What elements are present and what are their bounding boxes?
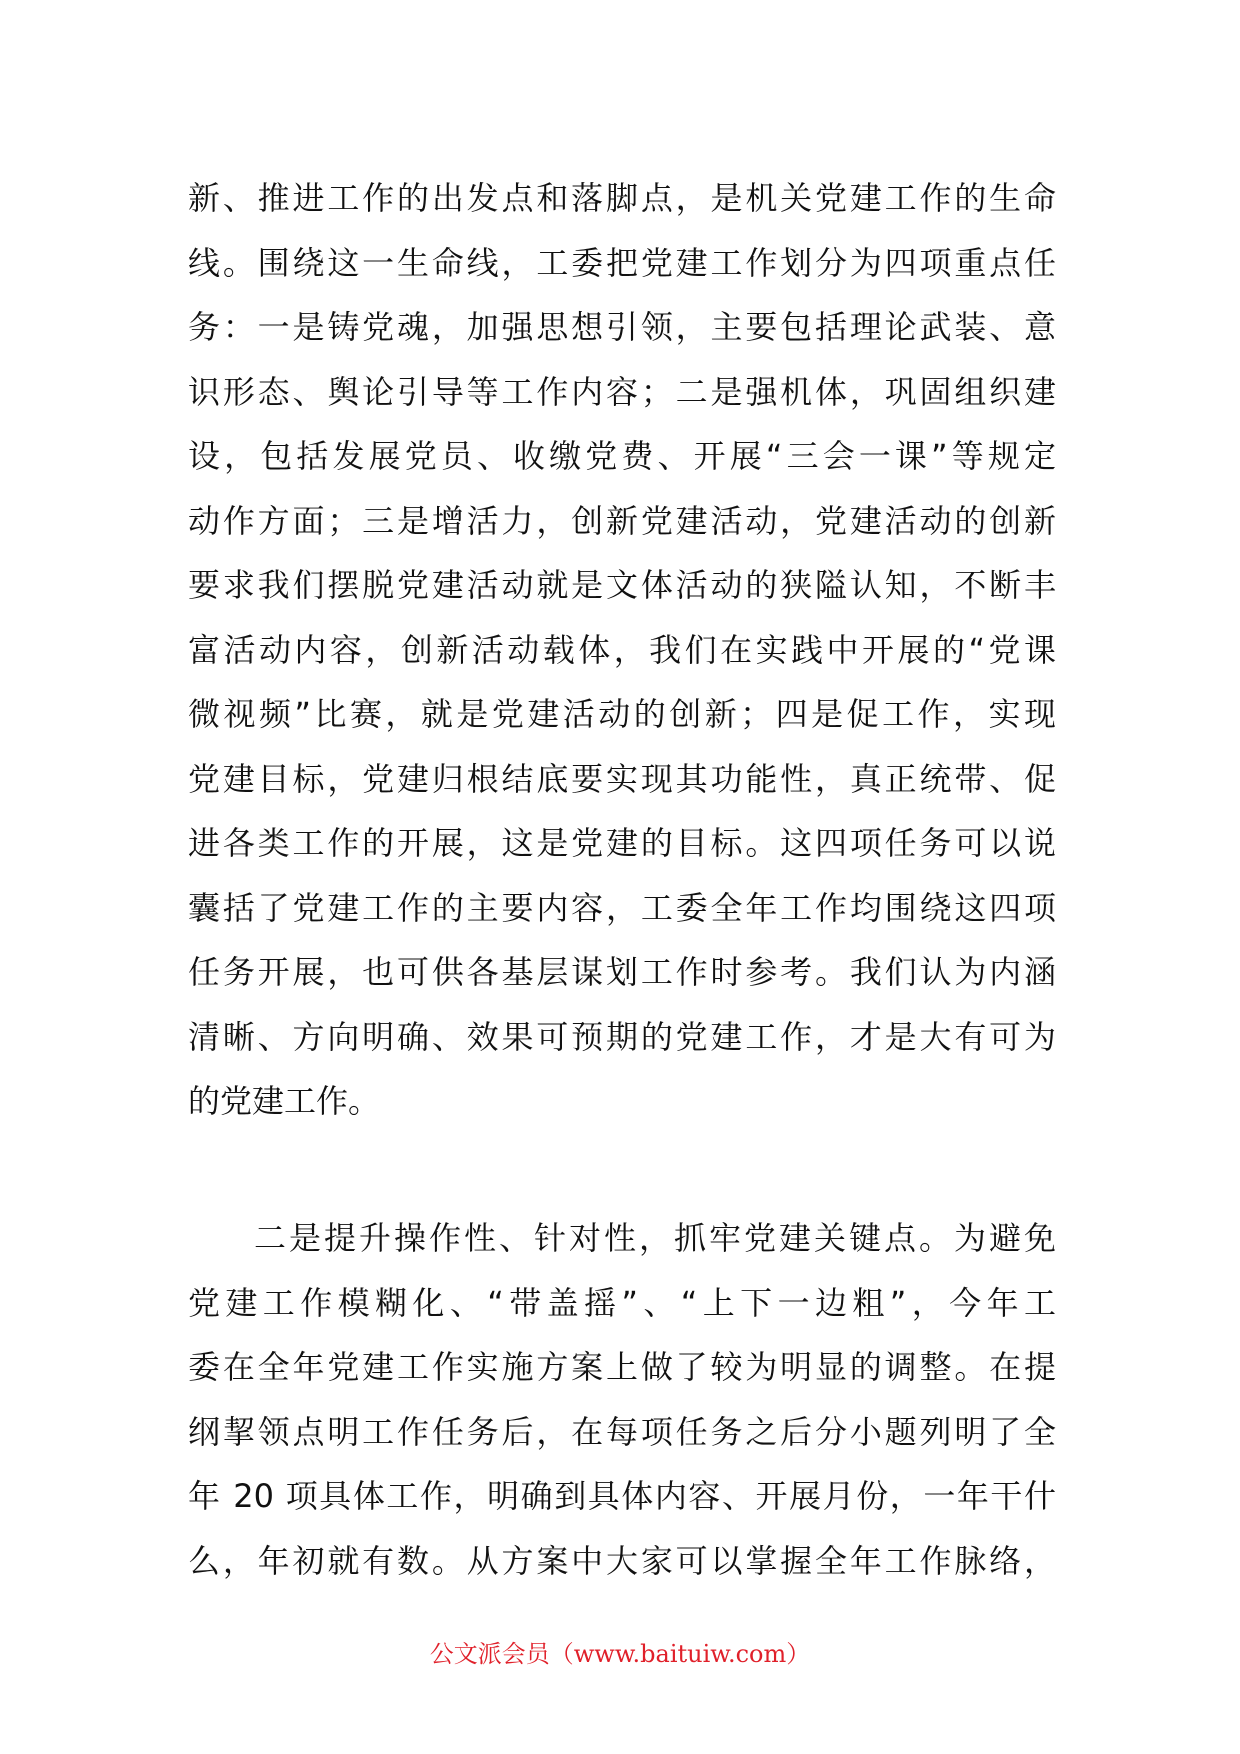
text-line: 富活动内容，创新活动载体，我们在实践中开展的“党课	[188, 630, 1056, 669]
text-line: 进各类工作的开展，这是党建的目标。这四项任务可以说	[188, 824, 1056, 862]
text-line: 新、推进工作的出发点和落脚点，是机关党建工作的生命	[188, 179, 1056, 217]
text-line: 党建目标，党建归根结底要实现其功能性，真正统带、促	[188, 759, 1056, 798]
text-line: 纲挈领点明工作任务后，在每项任务之后分小题列明了全	[188, 1412, 1056, 1451]
paragraph-1	[188, 166, 1056, 1134]
text-line: 要求我们摆脱党建活动就是文体活动的狭隘认知，不断丰	[188, 566, 1056, 604]
text-line: 任务开展，也可供各基层谋划工作时参考。我们认为内涵	[188, 953, 1056, 991]
footer-watermark: 公文派会员（www.baituiw.com）	[429, 1640, 811, 1668]
text-line: 设，包括发展党员、收缴党费、开展“三会一课”等规定	[188, 437, 1056, 475]
text-line: 党建工作模糊化、“带盖摇”、“上下一边粗”，今年工	[188, 1283, 1056, 1322]
text-line: 委在全年党建工作实施方案上做了较为明显的调整。在提	[188, 1348, 1056, 1386]
text-line: 清晰、方向明确、效果可预期的党建工作，才是大有可为	[188, 1017, 1056, 1056]
text-line: 么，年初就有数。从方案中大家可以掌握全年工作脉络，	[188, 1541, 1056, 1580]
text-line: 线。围绕这一生命线，工委把党建工作划分为四项重点任	[188, 243, 1056, 282]
paragraph-2	[188, 1206, 1056, 1593]
text-line: 务：一是铸党魂，加强思想引领，主要包括理论武装、意	[188, 308, 1056, 346]
text-line: 识形态、舆论引导等工作内容；二是强机体，巩固组织建	[188, 372, 1056, 411]
text-line: 的党建工作。	[188, 1082, 381, 1120]
text-line: 二是提升操作性、针对性，抓牢党建关键点。为避免	[254, 1219, 1056, 1257]
text-line: 囊括了党建工作的主要内容，工委全年工作均围绕这四项	[188, 888, 1056, 927]
text-line: 微视频”比赛，就是党建活动的创新；四是促工作，实现	[188, 695, 1056, 733]
text-line: 动作方面；三是增活力，创新党建活动，党建活动的创新	[188, 501, 1056, 540]
text-line: 年 20 项具体工作，明确到具体内容、开展月份，一年干什	[188, 1477, 1056, 1515]
